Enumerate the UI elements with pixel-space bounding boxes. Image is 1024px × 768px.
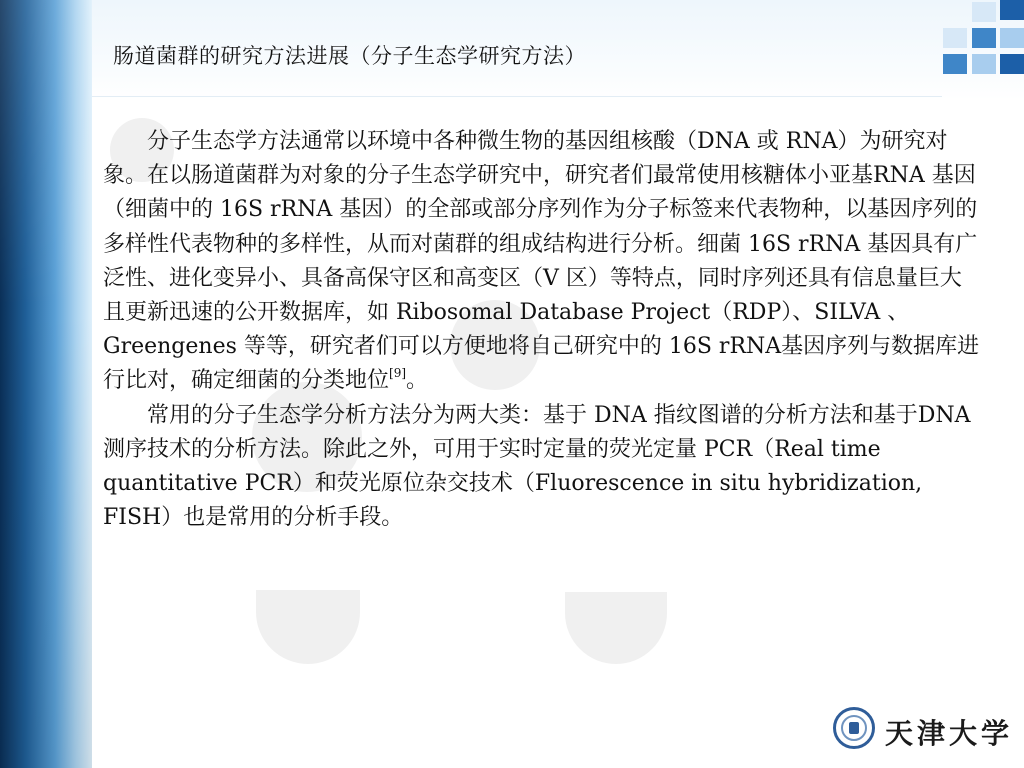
citation-ref: [9] — [389, 366, 407, 381]
watermark-circle — [256, 590, 360, 664]
body-paragraph: 常用的分子生态学分析方法分为两大类：基于 DNA 指纹图谱的分析方法和基于DNA 测序技术的分析方法。除此之外，可用于实时定量的荧光定量 PCR（Real time quantitative PCR）和荧光原位杂交技术（Fluorescence in situ hybridization, FISH）也是常用的分析手段。 — [103, 402, 971, 531]
left-decoration-bar — [0, 0, 92, 768]
slide-title: 肠道菌群的研究方法进展（分子生态学研究方法） — [113, 44, 586, 68]
paragraph-end: 。 — [406, 368, 429, 394]
slide-body — [103, 125, 983, 535]
banner-divider — [92, 96, 942, 97]
university-logo-text: 天津大学 — [885, 717, 1014, 750]
body-paragraph — [103, 125, 983, 399]
university-seal-icon — [833, 707, 875, 749]
watermark-circle — [565, 592, 667, 664]
paragraph-text: 分子生态学方法通常以环境中各种微生物的基因组核酸（DNA 或 RNA）为研究对象。在以肠道菌群为对象的分子生态学研究中，研究者们最常使用核糖体小亚基RNA 基因（细菌中的 16S rRNA 基因）的全部或部分序列作为分子标签来代表物种，以基因序列的多样性代表物种的多样性，从而对菌群的组成结构进行分析。细菌 16S rRNA 基因具有广泛性、进化变异小、具备高保守区和高变区（V 区）等特点，同时序列还具有信息量巨大且更新迅速的公开数据库，如 Ribosomal Database Project（RDP）、SILVA 、Greengenes 等等，研究者们可以方便地将自己研究中的 16S rRNA基因序列与数据库进行比对，确定细菌的分类地位 — [103, 129, 980, 394]
